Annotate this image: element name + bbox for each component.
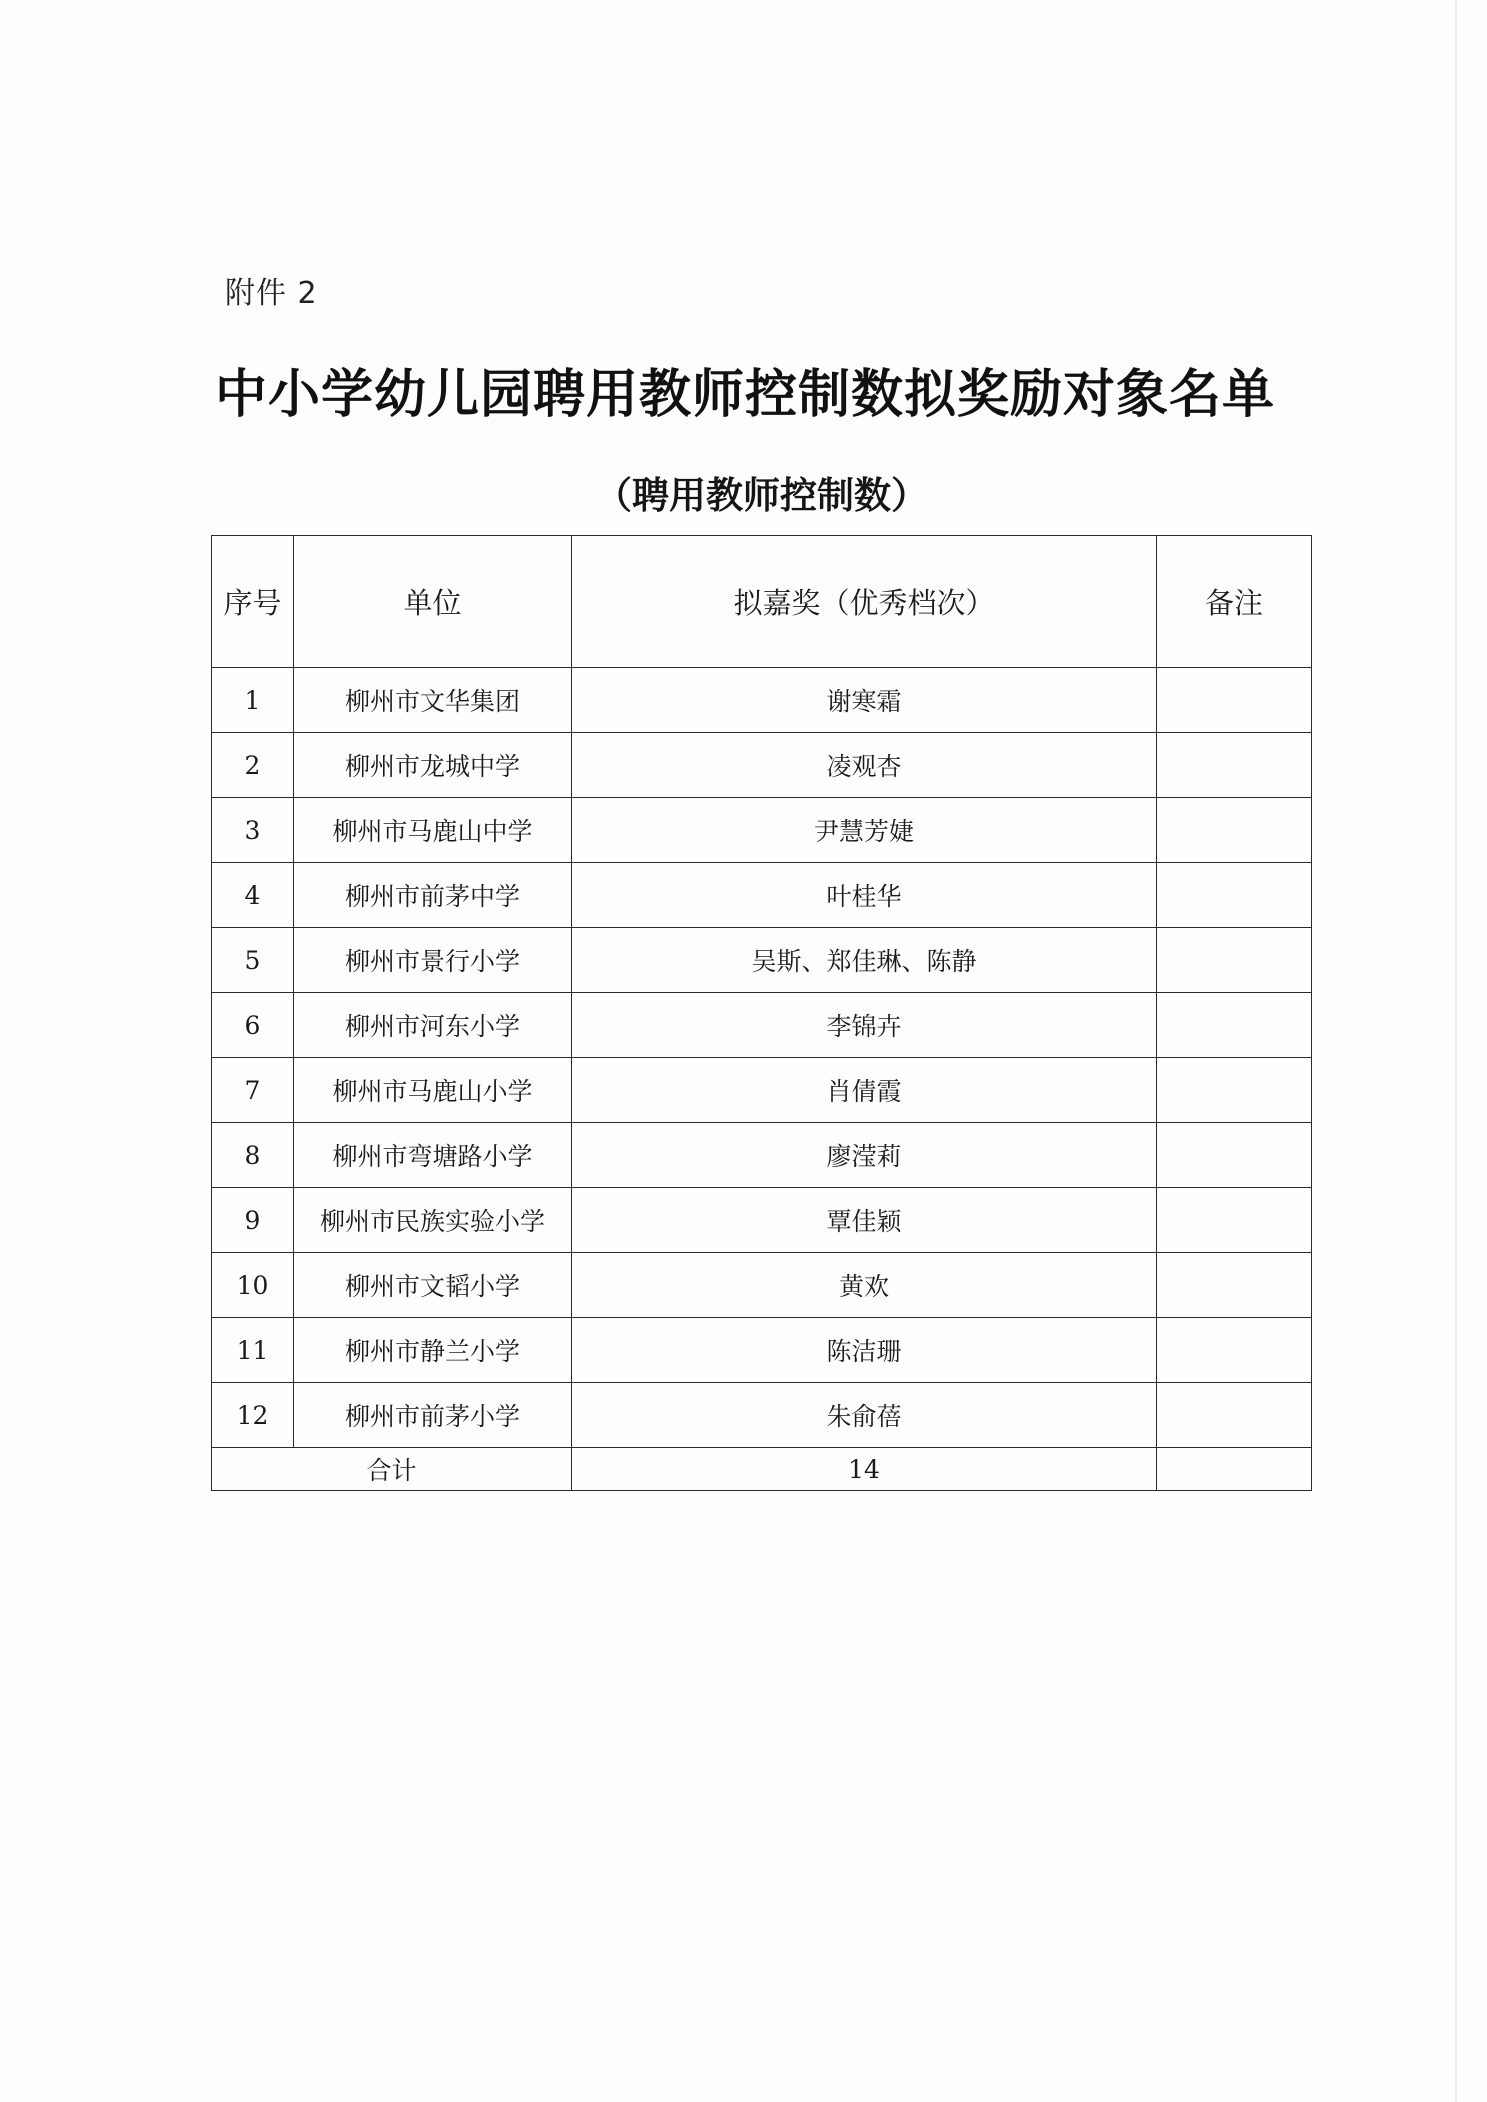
column-header-unit: 单位 bbox=[294, 536, 572, 668]
total-note bbox=[1157, 1448, 1312, 1491]
table-total-row bbox=[212, 1448, 1312, 1491]
table-row bbox=[212, 1123, 1312, 1188]
row-note bbox=[1157, 1188, 1312, 1253]
row-note bbox=[1157, 1123, 1312, 1188]
row-award: 谢寒霜 bbox=[572, 668, 1157, 733]
row-number: 12 bbox=[212, 1383, 294, 1448]
column-header-no: 序号 bbox=[212, 536, 294, 668]
row-unit: 柳州市龙城中学 bbox=[294, 733, 572, 798]
scan-edge-line bbox=[1455, 0, 1457, 2102]
table-header-row bbox=[212, 536, 1312, 668]
row-number: 3 bbox=[212, 798, 294, 863]
row-award: 覃佳颖 bbox=[572, 1188, 1157, 1253]
row-award: 黄欢 bbox=[572, 1253, 1157, 1318]
table-row bbox=[212, 1318, 1312, 1383]
table-row bbox=[212, 668, 1312, 733]
table-row bbox=[212, 993, 1312, 1058]
row-unit: 柳州市马鹿山小学 bbox=[294, 1058, 572, 1123]
row-award: 凌观杏 bbox=[572, 733, 1157, 798]
award-roster-table bbox=[211, 535, 1312, 1491]
row-unit: 柳州市弯塘路小学 bbox=[294, 1123, 572, 1188]
row-award: 吴斯、郑佳琳、陈静 bbox=[572, 928, 1157, 993]
row-number: 2 bbox=[212, 733, 294, 798]
row-note bbox=[1157, 733, 1312, 798]
document-title: 中小学幼儿园聘用教师控制数拟奖励对象名单 bbox=[215, 365, 1276, 425]
total-label: 合计 bbox=[212, 1448, 572, 1491]
row-unit: 柳州市静兰小学 bbox=[294, 1318, 572, 1383]
row-award: 叶桂华 bbox=[572, 863, 1157, 928]
row-note bbox=[1157, 1253, 1312, 1318]
row-number: 5 bbox=[212, 928, 294, 993]
row-award: 陈洁珊 bbox=[572, 1318, 1157, 1383]
row-unit: 柳州市文韬小学 bbox=[294, 1253, 572, 1318]
table-row bbox=[212, 1253, 1312, 1318]
row-number: 9 bbox=[212, 1188, 294, 1253]
row-unit: 柳州市景行小学 bbox=[294, 928, 572, 993]
row-number: 11 bbox=[212, 1318, 294, 1383]
table-row bbox=[212, 733, 1312, 798]
row-unit: 柳州市前茅中学 bbox=[294, 863, 572, 928]
row-number: 10 bbox=[212, 1253, 294, 1318]
row-note bbox=[1157, 928, 1312, 993]
table-row bbox=[212, 798, 1312, 863]
row-award: 朱俞蓓 bbox=[572, 1383, 1157, 1448]
table-row bbox=[212, 1058, 1312, 1123]
table-row bbox=[212, 863, 1312, 928]
row-unit: 柳州市文华集团 bbox=[294, 668, 572, 733]
row-note bbox=[1157, 1058, 1312, 1123]
row-unit: 柳州市河东小学 bbox=[294, 993, 572, 1058]
row-unit: 柳州市马鹿山中学 bbox=[294, 798, 572, 863]
row-note bbox=[1157, 1383, 1312, 1448]
row-number: 1 bbox=[212, 668, 294, 733]
row-note bbox=[1157, 993, 1312, 1058]
column-header-note: 备注 bbox=[1157, 536, 1312, 668]
row-number: 4 bbox=[212, 863, 294, 928]
row-note bbox=[1157, 863, 1312, 928]
row-award: 肖倩霞 bbox=[572, 1058, 1157, 1123]
row-number: 6 bbox=[212, 993, 294, 1058]
row-award: 廖滢莉 bbox=[572, 1123, 1157, 1188]
row-unit: 柳州市民族实验小学 bbox=[294, 1188, 572, 1253]
row-award: 李锦卉 bbox=[572, 993, 1157, 1058]
row-note bbox=[1157, 1318, 1312, 1383]
table-row bbox=[212, 1188, 1312, 1253]
row-note bbox=[1157, 798, 1312, 863]
attachment-label: 附件 2 bbox=[225, 276, 318, 311]
document-subtitle: （聘用教师控制数） bbox=[595, 474, 928, 517]
table-row bbox=[212, 1383, 1312, 1448]
row-number: 7 bbox=[212, 1058, 294, 1123]
column-header-award: 拟嘉奖（优秀档次） bbox=[572, 536, 1157, 668]
row-number: 8 bbox=[212, 1123, 294, 1188]
total-value: 14 bbox=[572, 1448, 1157, 1491]
row-unit: 柳州市前茅小学 bbox=[294, 1383, 572, 1448]
row-award: 尹慧芳婕 bbox=[572, 798, 1157, 863]
table-row bbox=[212, 928, 1312, 993]
row-note bbox=[1157, 668, 1312, 733]
